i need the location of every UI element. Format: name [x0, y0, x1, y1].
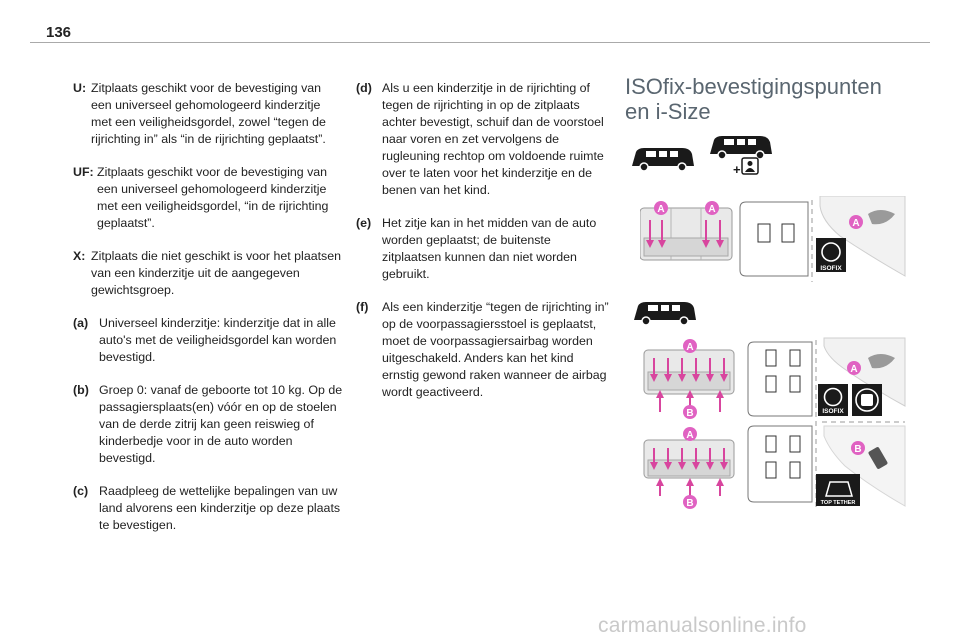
note-text: Groep 0: vanaf de geboorte tot 10 kg. Op de passagiersplaats(en) vóór en op de stoelen van de derde zitrij kan geen reiswieg of kinderbedje voor in de auto worden bevestigd.: [99, 383, 343, 465]
callout-a-label: A: [686, 430, 694, 441]
isofix-diagram-1: [640, 196, 910, 286]
callout-b-label: B: [686, 408, 694, 419]
definition-text: Zitplaats geschikt voor de bevestiging van een universeel gehomologeerd kinderzitje met een veiligheidsgordel, “in de rijrichting geplaatst”.: [97, 165, 329, 230]
note-a: [73, 315, 343, 366]
callout-b-badge: [683, 495, 697, 509]
plus-sign: +: [733, 162, 741, 177]
isofix-label: ISOFIX: [820, 265, 842, 272]
section-title: [625, 74, 925, 124]
note-b: [73, 382, 343, 467]
section-title-line1: ISOfix-bevestigingspunten: [625, 74, 882, 99]
top-tether-badge: [816, 474, 860, 506]
van-icon: [632, 298, 702, 328]
header-divider: [30, 42, 930, 43]
definition-u: [73, 80, 343, 148]
vehicle-top-view: [740, 202, 808, 276]
note-term: (c): [73, 484, 89, 498]
note-term: (f): [356, 300, 369, 314]
callout-a-label: A: [850, 364, 858, 375]
child-seat-icon: [742, 158, 758, 174]
note-text: Het zitje kan in het midden van de auto worden geplaatst; de buitenste zitplaatsen kunnen dan niet worden gebruikt.: [382, 216, 597, 281]
rear-bench-illustration: [644, 350, 734, 394]
callout-a-badge: [849, 215, 863, 229]
note-term: (d): [356, 81, 372, 95]
van-icon: [710, 136, 772, 159]
callout-a-badge: [683, 427, 697, 441]
definition-term: UF:: [73, 165, 94, 179]
isofix-badge: [818, 384, 848, 416]
definition-text: Zitplaats geschikt voor de bevestiging van een universeel gehomologeerd kinderzitje met een veiligheidsgordel, zowel “tegen de rijrichting in” als “in de rijrichting geplaatst”.: [91, 81, 326, 146]
page-number: 136: [46, 24, 72, 41]
van-icons: [630, 130, 780, 180]
callout-a-label: A: [708, 204, 716, 215]
note-e: [356, 215, 611, 283]
note-term: (a): [73, 316, 89, 330]
middle-column: [356, 80, 611, 417]
callout-a-badge: [683, 339, 697, 353]
note-c: [73, 483, 343, 534]
rear-bench-illustration: [640, 208, 732, 260]
i-size-badge: [852, 384, 882, 416]
note-text: Universeel kinderzitje: kinderzitje dat in alle auto's met de veiligheidsgordel kan worden bevestigd.: [99, 316, 337, 364]
definition-term: U:: [73, 81, 87, 95]
note-term: (e): [356, 216, 372, 230]
isofix-label: ISOFIX: [822, 408, 844, 415]
note-term: (b): [73, 383, 89, 397]
callout-a-badge: [654, 201, 668, 215]
callout-b-label: B: [686, 498, 694, 509]
note-text: Als een kinderzitje “tegen de rijrichting in” op de voorpassagiersstoel is geplaatst, moet de voorpassagiersairbag worden uitgeschakeld. Anders kan het kind ernstig gewond raken wanneer de airbag wordt geactiveerd.: [382, 300, 609, 399]
callout-a-label: A: [686, 342, 694, 353]
callout-a-badge: [705, 201, 719, 215]
callout-a-badge: [847, 361, 861, 375]
callout-b-label: B: [854, 444, 862, 455]
watermark: carmanualsonline.info: [598, 614, 807, 637]
note-f: [356, 299, 611, 401]
isofix-badge: [816, 238, 846, 272]
definition-uf: [73, 164, 343, 232]
callout-a-label: A: [852, 218, 860, 229]
isofix-diagram-2: [640, 336, 910, 514]
callout-a-label: A: [657, 204, 665, 215]
definition-text: Zitplaats die niet geschikt is voor het plaatsen van een kinderzitje uit de aangegeven gewichtsgroep.: [91, 249, 342, 297]
section-title-line2: en i-Size: [625, 99, 711, 124]
callout-b-badge: [851, 441, 865, 455]
vehicle-top-view: [748, 342, 812, 416]
rear-bench-illustration: [644, 440, 734, 478]
left-column: [73, 80, 343, 550]
definition-term: X:: [73, 249, 86, 263]
top-tether-label: TOP TETHER: [820, 500, 856, 506]
van-icon: [632, 148, 694, 171]
note-text: Als u een kinderzitje in de rijrichting of tegen de rijrichting in op de zitplaats achter bevestigt, schuif dan de voorstoel naar voren en zet vervolgens de rugleuning rechtop om voldoende ruimte over te laten voor het kinderzitje en de benen van het kind.: [382, 81, 604, 197]
callout-b-badge: [683, 405, 697, 419]
note-text: Raadpleeg de wettelijke bepalingen van uw land alvorens een kinderzitje op deze plaats te bevestigen.: [99, 484, 341, 532]
definition-x: [73, 248, 343, 299]
note-d: [356, 80, 611, 199]
vehicle-top-view: [748, 426, 812, 502]
